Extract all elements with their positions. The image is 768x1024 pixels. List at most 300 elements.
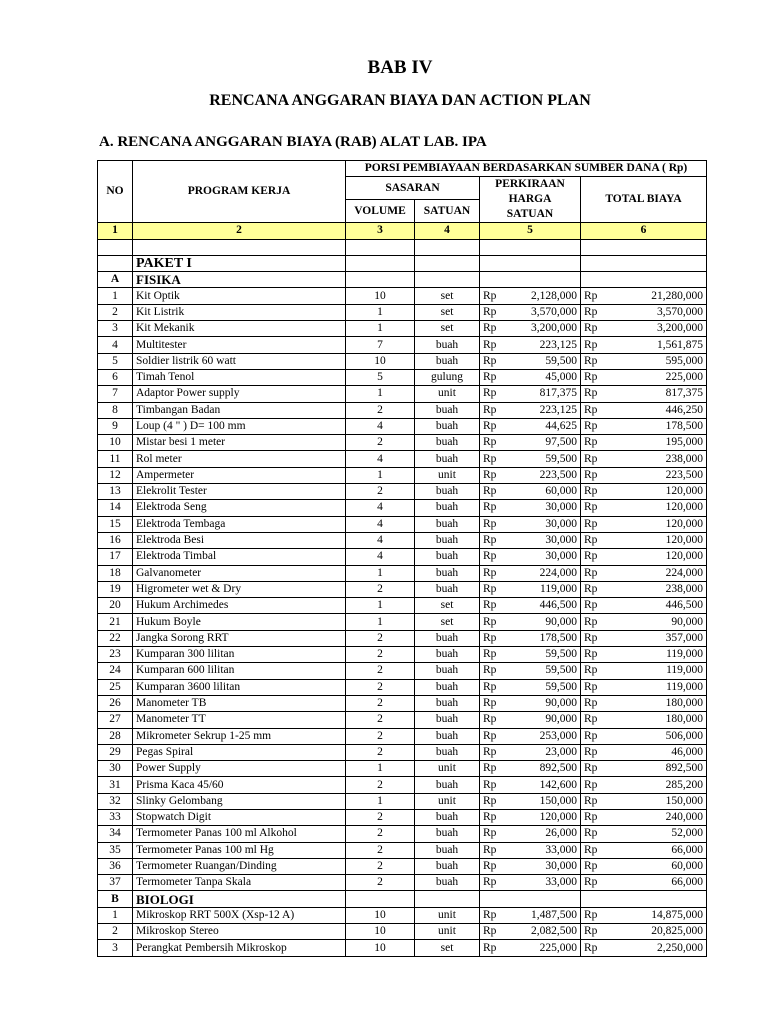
price-currency: Rp: [480, 809, 516, 825]
price-currency: Rp: [480, 614, 516, 630]
total-currency: Rp: [581, 761, 614, 777]
item-no: 16: [98, 532, 133, 548]
col-number: 1: [98, 223, 133, 239]
table-row: [98, 728, 707, 744]
item-total: 66,000: [614, 875, 707, 891]
item-volume: 2: [346, 777, 415, 793]
total-currency: Rp: [581, 516, 614, 532]
table-row: [98, 549, 707, 565]
total-currency: Rp: [581, 321, 614, 337]
table-row: [98, 484, 707, 500]
item-no: 17: [98, 549, 133, 565]
item-volume: 10: [346, 288, 415, 304]
item-unit: set: [415, 321, 480, 337]
item-price: 3,570,000: [516, 304, 581, 320]
item-volume: 4: [346, 549, 415, 565]
item-volume: 1: [346, 598, 415, 614]
item-volume: 2: [346, 679, 415, 695]
item-name: Timah Tenol: [133, 369, 346, 385]
table-row: [98, 418, 707, 434]
item-unit: buah: [415, 679, 480, 695]
item-no: 1: [98, 288, 133, 304]
item-price: 33,000: [516, 842, 581, 858]
total-currency: Rp: [581, 858, 614, 874]
item-price: 59,500: [516, 679, 581, 695]
table-row: [98, 288, 707, 304]
item-name: Elektroda Seng: [133, 500, 346, 516]
item-total: 357,000: [614, 630, 707, 646]
item-no: 26: [98, 695, 133, 711]
item-unit: buah: [415, 451, 480, 467]
item-volume: 4: [346, 418, 415, 434]
header-program: PROGRAM KERJA: [133, 161, 346, 223]
item-unit: buah: [415, 744, 480, 760]
header-satuan: SATUAN: [415, 200, 480, 223]
table-row: [98, 761, 707, 777]
item-total: 817,375: [614, 386, 707, 402]
item-volume: 4: [346, 532, 415, 548]
item-name: Jangka Sorong RRT: [133, 630, 346, 646]
item-price: 90,000: [516, 614, 581, 630]
total-currency: Rp: [581, 598, 614, 614]
item-name: Ampermeter: [133, 467, 346, 483]
item-volume: 5: [346, 369, 415, 385]
item-name: Higrometer wet & Dry: [133, 581, 346, 597]
item-unit: unit: [415, 467, 480, 483]
table-row: [98, 337, 707, 353]
table-row: [98, 532, 707, 548]
item-price: 26,000: [516, 826, 581, 842]
item-total: 3,570,000: [614, 304, 707, 320]
table-row: [98, 695, 707, 711]
item-no: 33: [98, 809, 133, 825]
item-name: Mikrometer Sekrup 1-25 mm: [133, 728, 346, 744]
table-row: [98, 353, 707, 369]
item-no: 37: [98, 875, 133, 891]
table-row: [98, 940, 707, 956]
item-volume: 4: [346, 451, 415, 467]
item-name: Elektroda Tembaga: [133, 516, 346, 532]
price-currency: Rp: [480, 858, 516, 874]
price-currency: Rp: [480, 500, 516, 516]
item-unit: buah: [415, 402, 480, 418]
item-name: Loup (4 " ) D= 100 mm: [133, 418, 346, 434]
item-unit: buah: [415, 532, 480, 548]
item-volume: 2: [346, 728, 415, 744]
item-name: Timbangan Badan: [133, 402, 346, 418]
total-currency: Rp: [581, 337, 614, 353]
item-name: Manometer TT: [133, 712, 346, 728]
item-name: Hukum Archimedes: [133, 598, 346, 614]
col-number: 4: [415, 223, 480, 239]
price-currency: Rp: [480, 647, 516, 663]
item-price: 1,487,500: [516, 907, 581, 923]
item-unit: buah: [415, 663, 480, 679]
total-currency: Rp: [581, 695, 614, 711]
price-currency: Rp: [480, 549, 516, 565]
item-price: 225,000: [516, 940, 581, 956]
item-price: 223,125: [516, 337, 581, 353]
item-unit: unit: [415, 924, 480, 940]
item-no: 24: [98, 663, 133, 679]
price-currency: Rp: [480, 353, 516, 369]
item-name: Mikroskop Stereo: [133, 924, 346, 940]
total-currency: Rp: [581, 744, 614, 760]
total-currency: Rp: [581, 793, 614, 809]
price-currency: Rp: [480, 630, 516, 646]
item-no: 5: [98, 353, 133, 369]
item-total: 238,000: [614, 581, 707, 597]
total-currency: Rp: [581, 777, 614, 793]
item-unit: buah: [415, 500, 480, 516]
total-currency: Rp: [581, 647, 614, 663]
item-volume: 1: [346, 565, 415, 581]
item-volume: 1: [346, 321, 415, 337]
item-no: 19: [98, 581, 133, 597]
paket-row: [98, 255, 707, 271]
item-no: 2: [98, 924, 133, 940]
budget-table: [97, 160, 707, 957]
item-unit: unit: [415, 761, 480, 777]
total-currency: Rp: [581, 500, 614, 516]
price-currency: Rp: [480, 907, 516, 923]
total-currency: Rp: [581, 451, 614, 467]
total-currency: Rp: [581, 663, 614, 679]
item-name: Elektroda Timbal: [133, 549, 346, 565]
price-currency: Rp: [480, 451, 516, 467]
item-volume: 10: [346, 907, 415, 923]
table-row: [98, 321, 707, 337]
table-row: [98, 304, 707, 320]
item-name: Termometer Panas 100 ml Hg: [133, 842, 346, 858]
table-row: [98, 842, 707, 858]
col-number: 2: [133, 223, 346, 239]
item-total: 120,000: [614, 484, 707, 500]
item-price: 59,500: [516, 647, 581, 663]
item-unit: buah: [415, 549, 480, 565]
item-no: 23: [98, 647, 133, 663]
item-unit: buah: [415, 630, 480, 646]
item-volume: 4: [346, 500, 415, 516]
total-currency: Rp: [581, 924, 614, 940]
item-name: Soldier listrik 60 watt: [133, 353, 346, 369]
price-currency: Rp: [480, 940, 516, 956]
total-currency: Rp: [581, 907, 614, 923]
total-currency: Rp: [581, 875, 614, 891]
item-price: 223,500: [516, 467, 581, 483]
table-row: [98, 630, 707, 646]
item-name: Termometer Tanpa Skala: [133, 875, 346, 891]
item-price: 30,000: [516, 532, 581, 548]
item-unit: set: [415, 614, 480, 630]
blank-row: [98, 239, 707, 255]
item-unit: buah: [415, 337, 480, 353]
item-name: Adaptor Power supply: [133, 386, 346, 402]
price-currency: Rp: [480, 321, 516, 337]
item-unit: buah: [415, 826, 480, 842]
item-price: 817,375: [516, 386, 581, 402]
item-name: Multitester: [133, 337, 346, 353]
item-no: 10: [98, 435, 133, 451]
header-harga-line1: PERKIRAAN: [495, 178, 565, 191]
item-volume: 2: [346, 858, 415, 874]
price-currency: Rp: [480, 369, 516, 385]
item-name: Pegas Spiral: [133, 744, 346, 760]
item-no: 32: [98, 793, 133, 809]
table-row: [98, 875, 707, 891]
item-total: 595,000: [614, 353, 707, 369]
total-currency: Rp: [581, 549, 614, 565]
item-no: 36: [98, 858, 133, 874]
item-unit: buah: [415, 809, 480, 825]
table-row: [98, 907, 707, 923]
table-row: [98, 826, 707, 842]
item-price: 223,125: [516, 402, 581, 418]
header-row-1: [98, 161, 707, 177]
header-harga-line2: HARGA: [508, 193, 552, 206]
group-code: B: [98, 891, 133, 907]
total-currency: Rp: [581, 679, 614, 695]
item-name: Kumparan 600 lilitan: [133, 663, 346, 679]
col-number: 6: [581, 223, 707, 239]
item-name: Slinky Gelombang: [133, 793, 346, 809]
total-currency: Rp: [581, 565, 614, 581]
price-currency: Rp: [480, 842, 516, 858]
item-no: 11: [98, 451, 133, 467]
item-price: 33,000: [516, 875, 581, 891]
item-volume: 1: [346, 793, 415, 809]
item-total: 178,500: [614, 418, 707, 434]
item-total: 119,000: [614, 679, 707, 695]
item-no: 1: [98, 907, 133, 923]
item-unit: buah: [415, 712, 480, 728]
item-volume: 7: [346, 337, 415, 353]
price-currency: Rp: [480, 386, 516, 402]
table-row: [98, 516, 707, 532]
item-unit: gulung: [415, 369, 480, 385]
table-row: [98, 369, 707, 385]
item-name: Kumparan 300 lilitan: [133, 647, 346, 663]
item-volume: 1: [346, 304, 415, 320]
item-price: 59,500: [516, 663, 581, 679]
item-unit: buah: [415, 353, 480, 369]
item-total: 20,825,000: [614, 924, 707, 940]
table-row: [98, 924, 707, 940]
item-price: 90,000: [516, 712, 581, 728]
item-total: 446,250: [614, 402, 707, 418]
item-name: Kit Listrik: [133, 304, 346, 320]
item-no: 14: [98, 500, 133, 516]
item-unit: unit: [415, 386, 480, 402]
item-no: 7: [98, 386, 133, 402]
item-name: Kumparan 3600 lilitan: [133, 679, 346, 695]
total-currency: Rp: [581, 418, 614, 434]
section-heading: A. RENCANA ANGGARAN BIAYA (RAB) ALAT LAB. IPA: [99, 134, 487, 150]
item-name: Elektroda Besi: [133, 532, 346, 548]
item-volume: 2: [346, 695, 415, 711]
price-currency: Rp: [480, 744, 516, 760]
item-total: 446,500: [614, 598, 707, 614]
item-unit: buah: [415, 777, 480, 793]
item-volume: 10: [346, 924, 415, 940]
total-currency: Rp: [581, 304, 614, 320]
item-total: 21,280,000: [614, 288, 707, 304]
item-unit: buah: [415, 695, 480, 711]
total-currency: Rp: [581, 826, 614, 842]
item-unit: buah: [415, 842, 480, 858]
total-currency: Rp: [581, 353, 614, 369]
item-price: 44,625: [516, 418, 581, 434]
item-volume: 1: [346, 467, 415, 483]
price-currency: Rp: [480, 418, 516, 434]
header-no: NO: [98, 161, 133, 223]
price-currency: Rp: [480, 598, 516, 614]
item-unit: buah: [415, 581, 480, 597]
price-currency: Rp: [480, 435, 516, 451]
item-volume: 2: [346, 484, 415, 500]
table-row: [98, 451, 707, 467]
table-row: [98, 565, 707, 581]
table-row: [98, 679, 707, 695]
group-code: A: [98, 272, 133, 288]
item-total: 180,000: [614, 712, 707, 728]
item-no: 12: [98, 467, 133, 483]
paket-label: PAKET I: [133, 255, 346, 271]
item-total: 3,200,000: [614, 321, 707, 337]
item-name: Termometer Ruangan/Dinding: [133, 858, 346, 874]
table-row: [98, 386, 707, 402]
table-row: [98, 663, 707, 679]
item-total: 46,000: [614, 744, 707, 760]
chapter-title: BAB IV: [367, 57, 433, 78]
item-name: Rol meter: [133, 451, 346, 467]
price-currency: Rp: [480, 402, 516, 418]
item-volume: 10: [346, 940, 415, 956]
total-currency: Rp: [581, 369, 614, 385]
total-currency: Rp: [581, 484, 614, 500]
item-no: 21: [98, 614, 133, 630]
item-total: 180,000: [614, 695, 707, 711]
item-price: 2,082,500: [516, 924, 581, 940]
table-row: [98, 712, 707, 728]
total-currency: Rp: [581, 940, 614, 956]
item-total: 240,000: [614, 809, 707, 825]
price-currency: Rp: [480, 679, 516, 695]
col-number: 3: [346, 223, 415, 239]
total-currency: Rp: [581, 532, 614, 548]
item-price: 45,000: [516, 369, 581, 385]
price-currency: Rp: [480, 793, 516, 809]
header-sasaran: SASARAN: [346, 177, 480, 200]
item-volume: 2: [346, 581, 415, 597]
item-no: 35: [98, 842, 133, 858]
item-no: 3: [98, 940, 133, 956]
price-currency: Rp: [480, 565, 516, 581]
item-total: 119,000: [614, 647, 707, 663]
item-volume: 2: [346, 809, 415, 825]
col-number: 5: [480, 223, 581, 239]
header-volume: VOLUME: [346, 200, 415, 223]
column-number-row: [98, 223, 707, 239]
price-currency: Rp: [480, 777, 516, 793]
item-no: 22: [98, 630, 133, 646]
price-currency: Rp: [480, 516, 516, 532]
item-unit: set: [415, 940, 480, 956]
item-price: 3,200,000: [516, 321, 581, 337]
group-row: [98, 891, 707, 907]
price-currency: Rp: [480, 337, 516, 353]
item-name: Prisma Kaca 45/60: [133, 777, 346, 793]
total-currency: Rp: [581, 809, 614, 825]
item-total: 60,000: [614, 858, 707, 874]
table-row: [98, 435, 707, 451]
item-volume: 2: [346, 875, 415, 891]
table-row: [98, 402, 707, 418]
item-name: Power Supply: [133, 761, 346, 777]
header-harga-satuan: [480, 177, 581, 223]
item-total: 224,000: [614, 565, 707, 581]
item-total: 52,000: [614, 826, 707, 842]
table-row: [98, 777, 707, 793]
item-unit: buah: [415, 435, 480, 451]
total-currency: Rp: [581, 386, 614, 402]
item-no: 27: [98, 712, 133, 728]
item-total: 1,561,875: [614, 337, 707, 353]
item-volume: 1: [346, 386, 415, 402]
item-name: Mikroskop RRT 500X (Xsp-12 A): [133, 907, 346, 923]
item-unit: buah: [415, 565, 480, 581]
item-no: 28: [98, 728, 133, 744]
item-no: 3: [98, 321, 133, 337]
item-volume: 2: [346, 402, 415, 418]
item-volume: 2: [346, 663, 415, 679]
item-total: 120,000: [614, 549, 707, 565]
item-total: 66,000: [614, 842, 707, 858]
item-price: 119,000: [516, 581, 581, 597]
item-price: 23,000: [516, 744, 581, 760]
total-currency: Rp: [581, 630, 614, 646]
total-currency: Rp: [581, 712, 614, 728]
item-no: 15: [98, 516, 133, 532]
item-no: 9: [98, 418, 133, 434]
item-price: 2,128,000: [516, 288, 581, 304]
item-name: Elekrolit Tester: [133, 484, 346, 500]
item-total: 119,000: [614, 663, 707, 679]
item-volume: 2: [346, 826, 415, 842]
table-row: [98, 793, 707, 809]
item-total: 120,000: [614, 516, 707, 532]
document-subtitle: RENCANA ANGGARAN BIAYA DAN ACTION PLAN: [209, 92, 591, 109]
price-currency: Rp: [480, 875, 516, 891]
item-no: 30: [98, 761, 133, 777]
item-price: 60,000: [516, 484, 581, 500]
item-unit: buah: [415, 647, 480, 663]
table-row: [98, 598, 707, 614]
item-price: 59,500: [516, 451, 581, 467]
item-total: 195,000: [614, 435, 707, 451]
item-unit: set: [415, 304, 480, 320]
item-unit: buah: [415, 875, 480, 891]
total-currency: Rp: [581, 402, 614, 418]
price-currency: Rp: [480, 663, 516, 679]
table-row: [98, 744, 707, 760]
item-volume: 2: [346, 842, 415, 858]
total-currency: Rp: [581, 842, 614, 858]
item-name: Perangkat Pembersih Mikroskop: [133, 940, 346, 956]
item-price: 120,000: [516, 809, 581, 825]
item-total: 225,000: [614, 369, 707, 385]
item-name: Mistar besi 1 meter: [133, 435, 346, 451]
